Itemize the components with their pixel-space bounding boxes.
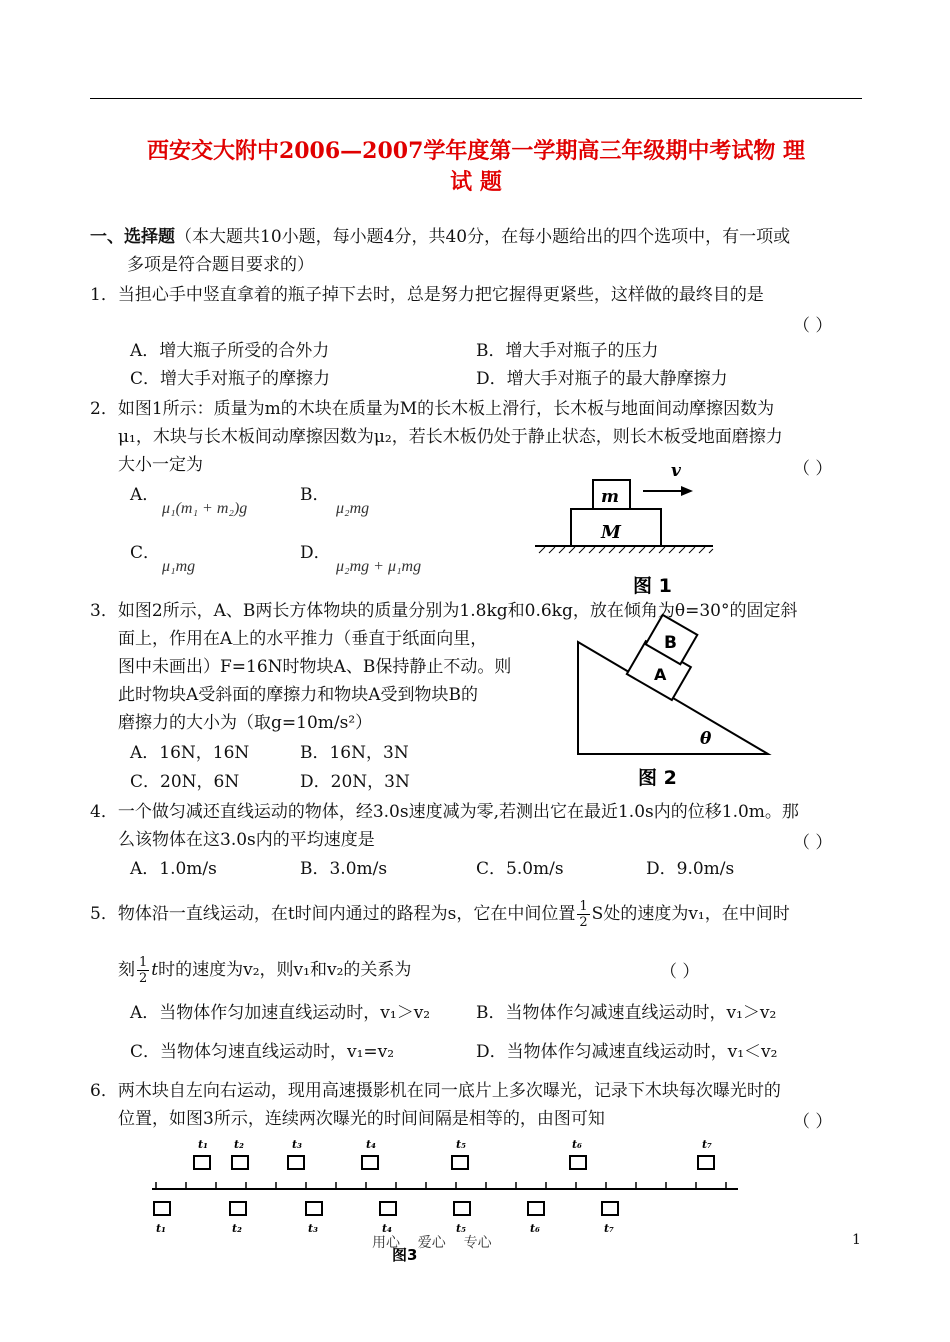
svg-text:t₃: t₃ (292, 1138, 302, 1151)
question-4: 4．一个做匀减还直线运动的物体，经3.0s速度减为零,若测出它在最近1.0s内的位移1.0m。那 (90, 802, 799, 822)
svg-text:t₄: t₄ (382, 1222, 392, 1235)
question-1: 1．当担心手中竖直拿着的瓶子掉下去时，总是努力把它握得更紧些，这样做的最终目的是 (90, 285, 764, 305)
svg-text:t₃: t₃ (308, 1222, 318, 1235)
svg-text:t₁: t₁ (198, 1138, 208, 1151)
top-time-labels (198, 1138, 712, 1151)
q4-option-d: D．9.0m/s (646, 859, 735, 879)
q2-stem-line2: μ₁，木块与长木板间动摩擦因数为μ₂，若长木板仍处于静止状态，则长木板受地面磨擦力 (118, 427, 783, 447)
q2-formula-a: μ₁(m₁ + m₂)g (162, 500, 248, 517)
q1-option-b: B．增大手对瓶子的压力 (476, 341, 659, 361)
figure-1 (535, 458, 720, 598)
q3-stem-line2: 面上，作用在A上的水平推力（垂直于纸面向里， (118, 629, 488, 649)
q4-option-a: A．1.0m/s (130, 859, 217, 879)
svg-text:v: v (671, 461, 681, 481)
svg-text:图 1: 图 1 (633, 575, 672, 597)
q2-formula-c: μ₁mg (162, 558, 196, 575)
q4-answer-paren: （ ） (793, 833, 833, 853)
question-3: 3．如图2所示，A、B两长方体物块的质量分别为1.8kg和0.6kg，放在倾角为θ=30°的固定斜 (90, 601, 798, 621)
q5-option-a: A．当物体作匀加速直线运动时，v₁＞v₂ (130, 1003, 431, 1023)
header-rule (90, 98, 862, 99)
q2-stem-line3: 大小一定为 (118, 455, 203, 475)
question-6: 6．两木块自左向右运动，现用高速摄影机在同一底片上多次曝光，记录下木块每次曝光时的 (90, 1081, 781, 1101)
velocity-arrowhead (681, 486, 693, 496)
q3-stem-line4: 此时物块A受斜面的摩擦力和物块A受到物块B的 (118, 685, 479, 705)
track-ticks (156, 1182, 726, 1189)
q2-answer-paren: （ ） (793, 459, 833, 479)
svg-text:t₆: t₆ (530, 1222, 540, 1235)
q2-formula-b: μ₂mg (336, 500, 370, 517)
q2-option-a: A． (130, 485, 160, 505)
svg-text:图 2: 图 2 (638, 767, 677, 789)
q5-option-c: C．当物体匀速直线运动时，v₁=v₂ (130, 1042, 395, 1062)
q2-formula-d: μ₂mg + μ₁mg (336, 558, 422, 575)
question-2: 2．如图1所示：质量为m的木块在质量为M的长木板上滑行，长木板与地面间动摩擦因数为 (90, 399, 775, 419)
q4-stem-line2: 么该物体在这3.0s内的平均速度是 (118, 830, 375, 850)
svg-text:θ: θ (700, 729, 712, 749)
q1-option-d: D．增大手对瓶子的最大静摩擦力 (476, 369, 728, 389)
svg-text:t₅: t₅ (456, 1138, 466, 1151)
q3-option-a: A．16N，16N (130, 743, 250, 763)
svg-text:图3: 图3 (392, 1246, 418, 1264)
q3-option-d: D．20N，3N (300, 772, 410, 792)
q2-option-d: D． (300, 543, 331, 563)
footer-text: 用心 爱心 专心 (372, 1235, 492, 1251)
svg-text:m: m (601, 487, 619, 507)
q2-option-b: B． (300, 485, 330, 505)
svg-text:t₆: t₆ (572, 1138, 582, 1151)
page-number: 1 (852, 1232, 861, 1248)
top-blocks (194, 1156, 714, 1169)
svg-text:t₅: t₅ (456, 1222, 466, 1235)
q2-option-c: C． (130, 543, 161, 563)
svg-text:t₂: t₂ (234, 1138, 244, 1151)
svg-text:t₇: t₇ (702, 1138, 712, 1151)
q4-option-b: B．3.0m/s (300, 859, 388, 879)
page-title: 西安交大附中2006—2007学年度第一学期高三年级期中考试物 理 试 题 (146, 138, 806, 195)
svg-text:t₇: t₇ (604, 1222, 614, 1235)
q6-stem-line2: 位置，如图3所示，连续两次曝光的时间间隔是相等的，由图可知 (118, 1109, 605, 1129)
q5-option-b: B．当物体作匀减速直线运动时，v₁＞v₂ (476, 1003, 777, 1023)
q5-option-d: D．当物体作匀减速直线运动时，v₁＜v₂ (476, 1042, 778, 1062)
svg-text:A: A (654, 665, 667, 684)
svg-text:t₂: t₂ (232, 1222, 242, 1235)
q3-option-c: C．20N，6N (130, 772, 240, 792)
q3-stem-line3: 图中未画出）F=16N时物块A、B保持静止不动。则 (118, 657, 512, 677)
q6-answer-paren: （ ） (793, 1112, 833, 1132)
svg-text:t₄: t₄ (366, 1138, 376, 1151)
q3-stem-line5: 磨擦力的大小为（取g=10m/s²） (118, 713, 373, 733)
question-5: 5．物体沿一直线运动，在t时间内通过的路程为s，它在中间位置 $\frac{1}{2}$ S处的速度为v₁，在中间时 (90, 899, 790, 930)
q3-option-b: B．16N，3N (300, 743, 409, 763)
ground-hatching (539, 547, 713, 553)
section-heading: 一、选择题（本大题共10小题，每小题4分，共40分，在每小题给出的四个选项中，有一项或 (90, 227, 791, 247)
svg-text:B: B (664, 633, 677, 653)
frac-half-s: $\frac{1}{2}$ (579, 899, 588, 930)
q5-answer-paren: （ ） (660, 962, 700, 982)
q1-option-c: C．增大手对瓶子的摩擦力 (130, 369, 331, 389)
bottom-blocks (154, 1202, 618, 1215)
q1-option-a: A．增大瓶子所受的合外力 (130, 341, 330, 361)
section-desc: 多项是符合题目要求的） (127, 255, 314, 275)
svg-text:M: M (601, 522, 621, 543)
frac-half-t: $\frac{1}{2}$ (139, 955, 148, 986)
svg-text:t₁: t₁ (156, 1222, 166, 1235)
q4-option-c: C．5.0m/s (476, 859, 564, 879)
q1-answer-paren: （ ） (793, 316, 833, 336)
q5-stem-line2: 刻 $\frac{1}{2}$ t时的速度为v₂，则v₁和v₂的关系为 (118, 955, 412, 986)
figure-2 (570, 612, 775, 792)
